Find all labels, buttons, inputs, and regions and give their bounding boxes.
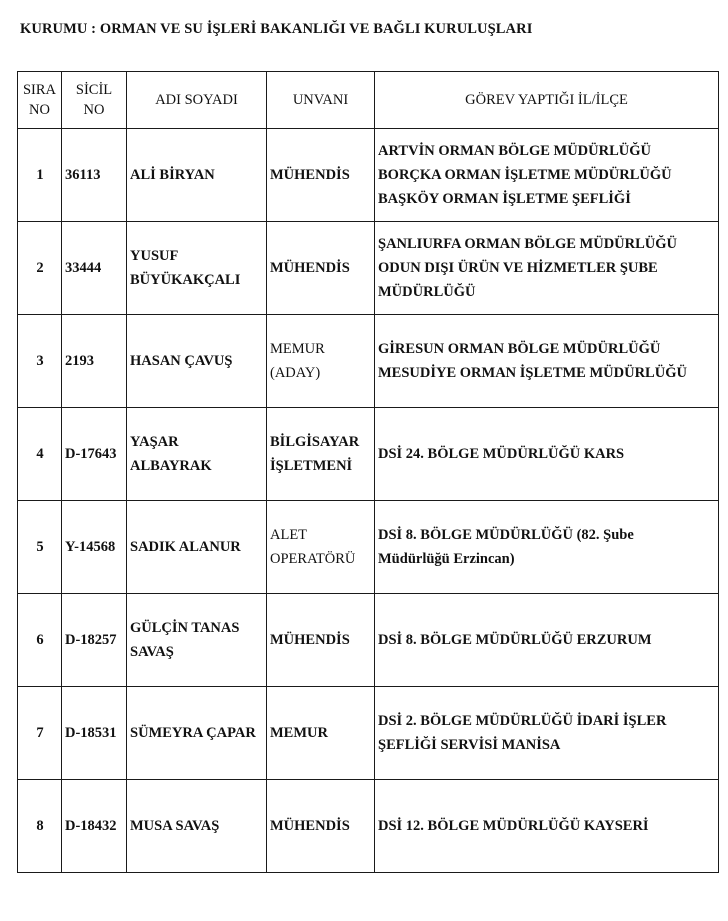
table-row bbox=[18, 129, 719, 222]
cell-name: ALİ BİRYAN bbox=[127, 129, 267, 222]
cell-no: 6 bbox=[18, 594, 62, 687]
col-header-unvani: UNVANI bbox=[267, 72, 375, 129]
cell-name: YUSUF BÜYÜKAKÇALI bbox=[127, 222, 267, 315]
cell-name: GÜLÇİN TANAS SAVAŞ bbox=[127, 594, 267, 687]
cell-title: BİLGİSAYAR İŞLETMENİ bbox=[267, 408, 375, 501]
cell-no: 8 bbox=[18, 780, 62, 873]
table-row bbox=[18, 780, 719, 873]
cell-sicil: Y-14568 bbox=[62, 501, 127, 594]
cell-title: MÜHENDİS bbox=[267, 222, 375, 315]
cell-name: YAŞAR ALBAYRAK bbox=[127, 408, 267, 501]
cell-name: HASAN ÇAVUŞ bbox=[127, 315, 267, 408]
personnel-table bbox=[17, 71, 719, 873]
cell-title: MÜHENDİS bbox=[267, 780, 375, 873]
cell-duty: DSİ 8. BÖLGE MÜDÜRLÜĞÜ (82. Şube Müdürlüğü Erzincan) bbox=[375, 501, 719, 594]
cell-title: MEMUR bbox=[267, 687, 375, 780]
cell-sicil: D-18257 bbox=[62, 594, 127, 687]
col-header-sicil: SİCİL NO bbox=[62, 72, 127, 129]
col-header-sira: SIRA NO bbox=[18, 72, 62, 129]
cell-sicil: D-18432 bbox=[62, 780, 127, 873]
table-row bbox=[18, 687, 719, 780]
cell-no: 7 bbox=[18, 687, 62, 780]
cell-duty: DSİ 2. BÖLGE MÜDÜRLÜĞÜ İDARİ İŞLER ŞEFLİĞİ SERVİSİ MANİSA bbox=[375, 687, 719, 780]
cell-title: ALET OPERATÖRÜ bbox=[267, 501, 375, 594]
cell-no: 1 bbox=[18, 129, 62, 222]
cell-title: MÜHENDİS bbox=[267, 129, 375, 222]
cell-title: MEMUR (ADAY) bbox=[267, 315, 375, 408]
cell-duty: DSİ 8. BÖLGE MÜDÜRLÜĞÜ ERZURUM bbox=[375, 594, 719, 687]
table-row bbox=[18, 408, 719, 501]
cell-title: MÜHENDİS bbox=[267, 594, 375, 687]
cell-sicil: 33444 bbox=[62, 222, 127, 315]
cell-no: 3 bbox=[18, 315, 62, 408]
table-row bbox=[18, 501, 719, 594]
cell-no: 5 bbox=[18, 501, 62, 594]
cell-sicil: D-17643 bbox=[62, 408, 127, 501]
cell-duty: ARTVİN ORMAN BÖLGE MÜDÜRLÜĞÜ BORÇKA ORMAN İŞLETME MÜDÜRLÜĞÜ BAŞKÖY ORMAN İŞLETME ŞEFLİĞİ bbox=[375, 129, 719, 222]
cell-name: SÜMEYRA ÇAPAR bbox=[127, 687, 267, 780]
cell-duty: DSİ 12. BÖLGE MÜDÜRLÜĞÜ KAYSERİ bbox=[375, 780, 719, 873]
cell-duty: ŞANLIURFA ORMAN BÖLGE MÜDÜRLÜĞÜ ODUN DIŞI ÜRÜN VE HİZMETLER ŞUBE MÜDÜRLÜĞÜ bbox=[375, 222, 719, 315]
cell-no: 2 bbox=[18, 222, 62, 315]
table-row bbox=[18, 594, 719, 687]
cell-duty: DSİ 24. BÖLGE MÜDÜRLÜĞÜ KARS bbox=[375, 408, 719, 501]
cell-sicil: 36113 bbox=[62, 129, 127, 222]
cell-duty: GİRESUN ORMAN BÖLGE MÜDÜRLÜĞÜ MESUDİYE ORMAN İŞLETME MÜDÜRLÜĞÜ bbox=[375, 315, 719, 408]
cell-name: SADIK ALANUR bbox=[127, 501, 267, 594]
col-header-adi-soyadi: ADI SOYADI bbox=[127, 72, 267, 129]
table-row bbox=[18, 315, 719, 408]
document-title: KURUMU : ORMAN VE SU İŞLERİ BAKANLIĞI VE BAĞLI KURULUŞLARI bbox=[20, 21, 533, 37]
cell-sicil: D-18531 bbox=[62, 687, 127, 780]
header-row bbox=[18, 72, 719, 129]
cell-no: 4 bbox=[18, 408, 62, 501]
cell-sicil: 2193 bbox=[62, 315, 127, 408]
table-row bbox=[18, 222, 719, 315]
cell-name: MUSA SAVAŞ bbox=[127, 780, 267, 873]
col-header-gorev: GÖREV YAPTIĞI İL/İLÇE bbox=[375, 72, 719, 129]
